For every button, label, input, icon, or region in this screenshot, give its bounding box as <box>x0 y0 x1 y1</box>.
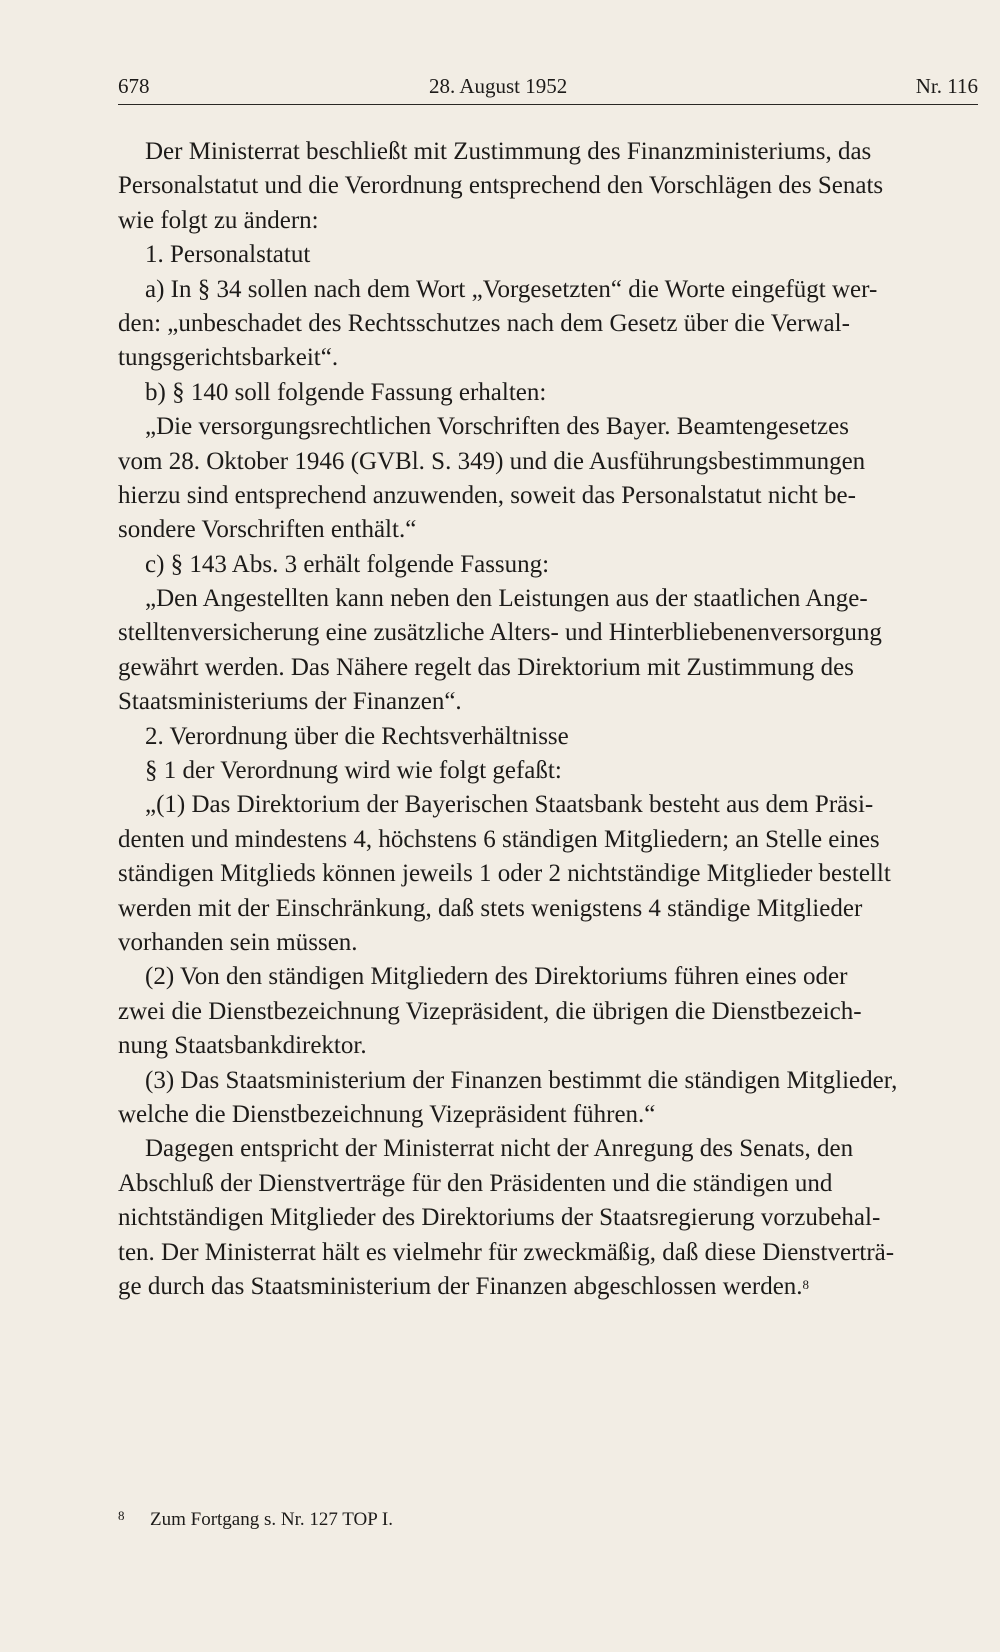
text-line <box>118 341 977 375</box>
text-line <box>118 410 977 444</box>
text-line <box>118 135 977 169</box>
text-line <box>118 960 977 994</box>
text-line <box>118 1132 977 1166</box>
text-line <box>118 926 977 960</box>
text-line-content: zwei die Dienstbezeichnung Vizepräsident, die übrigen die Dienstbezeich- <box>118 997 862 1025</box>
text-line-content: werden mit der Einschränkung, daß stets wenigstens 4 ständige Mitglieder <box>118 894 863 922</box>
text-line-content: denten und mindestens 4, höchstens 6 ständigen Mitgliedern; an Stelle eines <box>118 825 880 853</box>
page-header <box>118 70 978 102</box>
header-rule <box>118 104 978 105</box>
body-text <box>118 135 977 1304</box>
text-line <box>118 1236 977 1270</box>
text-line <box>118 788 977 822</box>
text-line-content: sondere Vorschriften enthält.“ <box>118 516 417 544</box>
text-line-content: nichtständigen Mitglieder des Direktoriums der Staatsregierung vorzubehal- <box>118 1204 881 1232</box>
footnote-mark: 8 <box>118 1508 125 1523</box>
text-line-content: a) In § 34 sollen nach dem Wort „Vorgesetzten“ die Worte eingefügt wer- <box>145 275 878 303</box>
text-line <box>118 307 977 341</box>
text-line-content: ständigen Mitglieds können jeweils 1 oder 2 nichtständige Mitglieder bestellt <box>118 860 891 888</box>
text-line <box>118 238 977 272</box>
text-line <box>118 1029 977 1063</box>
footnote-reference: 8 <box>802 1276 810 1292</box>
text-line-content: „(1) Das Direktorium der Bayerischen Staatsbank besteht aus dem Präsi- <box>145 791 874 819</box>
text-line-content: b) § 140 soll folgende Fassung erhalten: <box>145 378 547 406</box>
text-line <box>118 273 977 307</box>
text-line-content: Personalstatut und die Verordnung entsprechend den Vorschlägen des Senats <box>118 172 884 200</box>
text-line-content: Staatsministeriums der Finanzen“. <box>118 688 462 716</box>
text-line <box>118 1201 977 1235</box>
footnote <box>118 1509 393 1531</box>
text-line <box>118 582 977 616</box>
text-line-content: tungsgerichtsbarkeit“. <box>118 344 339 372</box>
text-line-content: c) § 143 Abs. 3 erhält folgende Fassung: <box>145 550 550 578</box>
text-line <box>118 513 977 547</box>
text-line <box>118 651 977 685</box>
text-line-content: 1. Personalstatut <box>145 241 311 269</box>
text-line-content: wie folgt zu ändern: <box>118 206 319 234</box>
text-line <box>118 995 977 1029</box>
text-line <box>118 445 977 479</box>
text-line <box>118 685 977 719</box>
text-line <box>118 1098 977 1132</box>
text-line-content: ten. Der Ministerrat hält es vielmehr für zweckmäßig, daß diese Dienstverträ- <box>118 1238 895 1266</box>
page-number: 678 <box>118 74 150 98</box>
text-line-content: stelltenversicherung eine zusätzliche Alters- und Hinterbliebenenversorgung <box>118 619 882 647</box>
text-line-content: „Den Angestellten kann neben den Leistungen aus der staatlichen Ange- <box>145 585 868 613</box>
text-line <box>118 754 977 788</box>
text-line <box>118 376 977 410</box>
text-line <box>118 616 977 650</box>
text-line <box>118 479 977 513</box>
text-line <box>118 720 977 754</box>
text-line <box>118 169 977 203</box>
text-line-content: nung Staatsbankdirektor. <box>118 1032 367 1060</box>
text-line-content: vom 28. Oktober 1946 (GVBl. S. 349) und die Ausführungsbestimmungen <box>118 447 866 475</box>
text-line <box>118 1167 977 1201</box>
text-line-content: hierzu sind entsprechend anzuwenden, soweit das Personalstatut nicht be- <box>118 481 856 509</box>
text-line <box>118 1064 977 1098</box>
text-line <box>118 204 977 238</box>
text-line-content: (3) Das Staatsministerium der Finanzen bestimmt die ständigen Mitglieder, <box>145 1066 898 1094</box>
text-line-content: (2) Von den ständigen Mitgliedern des Direktoriums führen eines oder <box>145 963 848 991</box>
text-line-content: welche die Dienstbezeichnung Vizepräsident führen.“ <box>118 1100 656 1128</box>
text-line-content: Dagegen entspricht der Ministerrat nicht der Anregung des Senats, den <box>145 1135 854 1163</box>
text-line-content: 2. Verordnung über die Rechtsverhältnisse <box>145 722 569 750</box>
text-line-content: Abschluß der Dienstverträge für den Präsidenten und die ständigen und <box>118 1169 833 1197</box>
text-line-content: vorhanden sein müssen. <box>118 928 358 956</box>
text-line-content: den: „unbeschadet des Rechtsschutzes nach dem Gesetz über die Verwal- <box>118 309 850 337</box>
document-number: Nr. 116 <box>915 74 978 98</box>
text-line-content: ge durch das Staatsministerium der Finanzen abgeschlossen werden. <box>118 1272 803 1300</box>
text-line-content: § 1 der Verordnung wird wie folgt gefaßt: <box>145 757 562 785</box>
text-line <box>118 548 977 582</box>
text-line-content: Der Ministerrat beschließt mit Zustimmung des Finanzministeriums, das <box>145 138 872 165</box>
text-line <box>118 1270 977 1304</box>
text-line <box>118 892 977 926</box>
header-date: 28. August 1952 <box>429 74 568 98</box>
text-line-content: gewährt werden. Das Nähere regelt das Direktorium mit Zustimmung des <box>118 653 854 681</box>
text-line <box>118 857 977 891</box>
text-line <box>118 823 977 857</box>
text-line-content: „Die versorgungsrechtlichen Vorschriften des Bayer. Beamtengesetzes <box>145 413 849 441</box>
footnote-text: Zum Fortgang s. Nr. 127 TOP I. <box>150 1509 393 1530</box>
